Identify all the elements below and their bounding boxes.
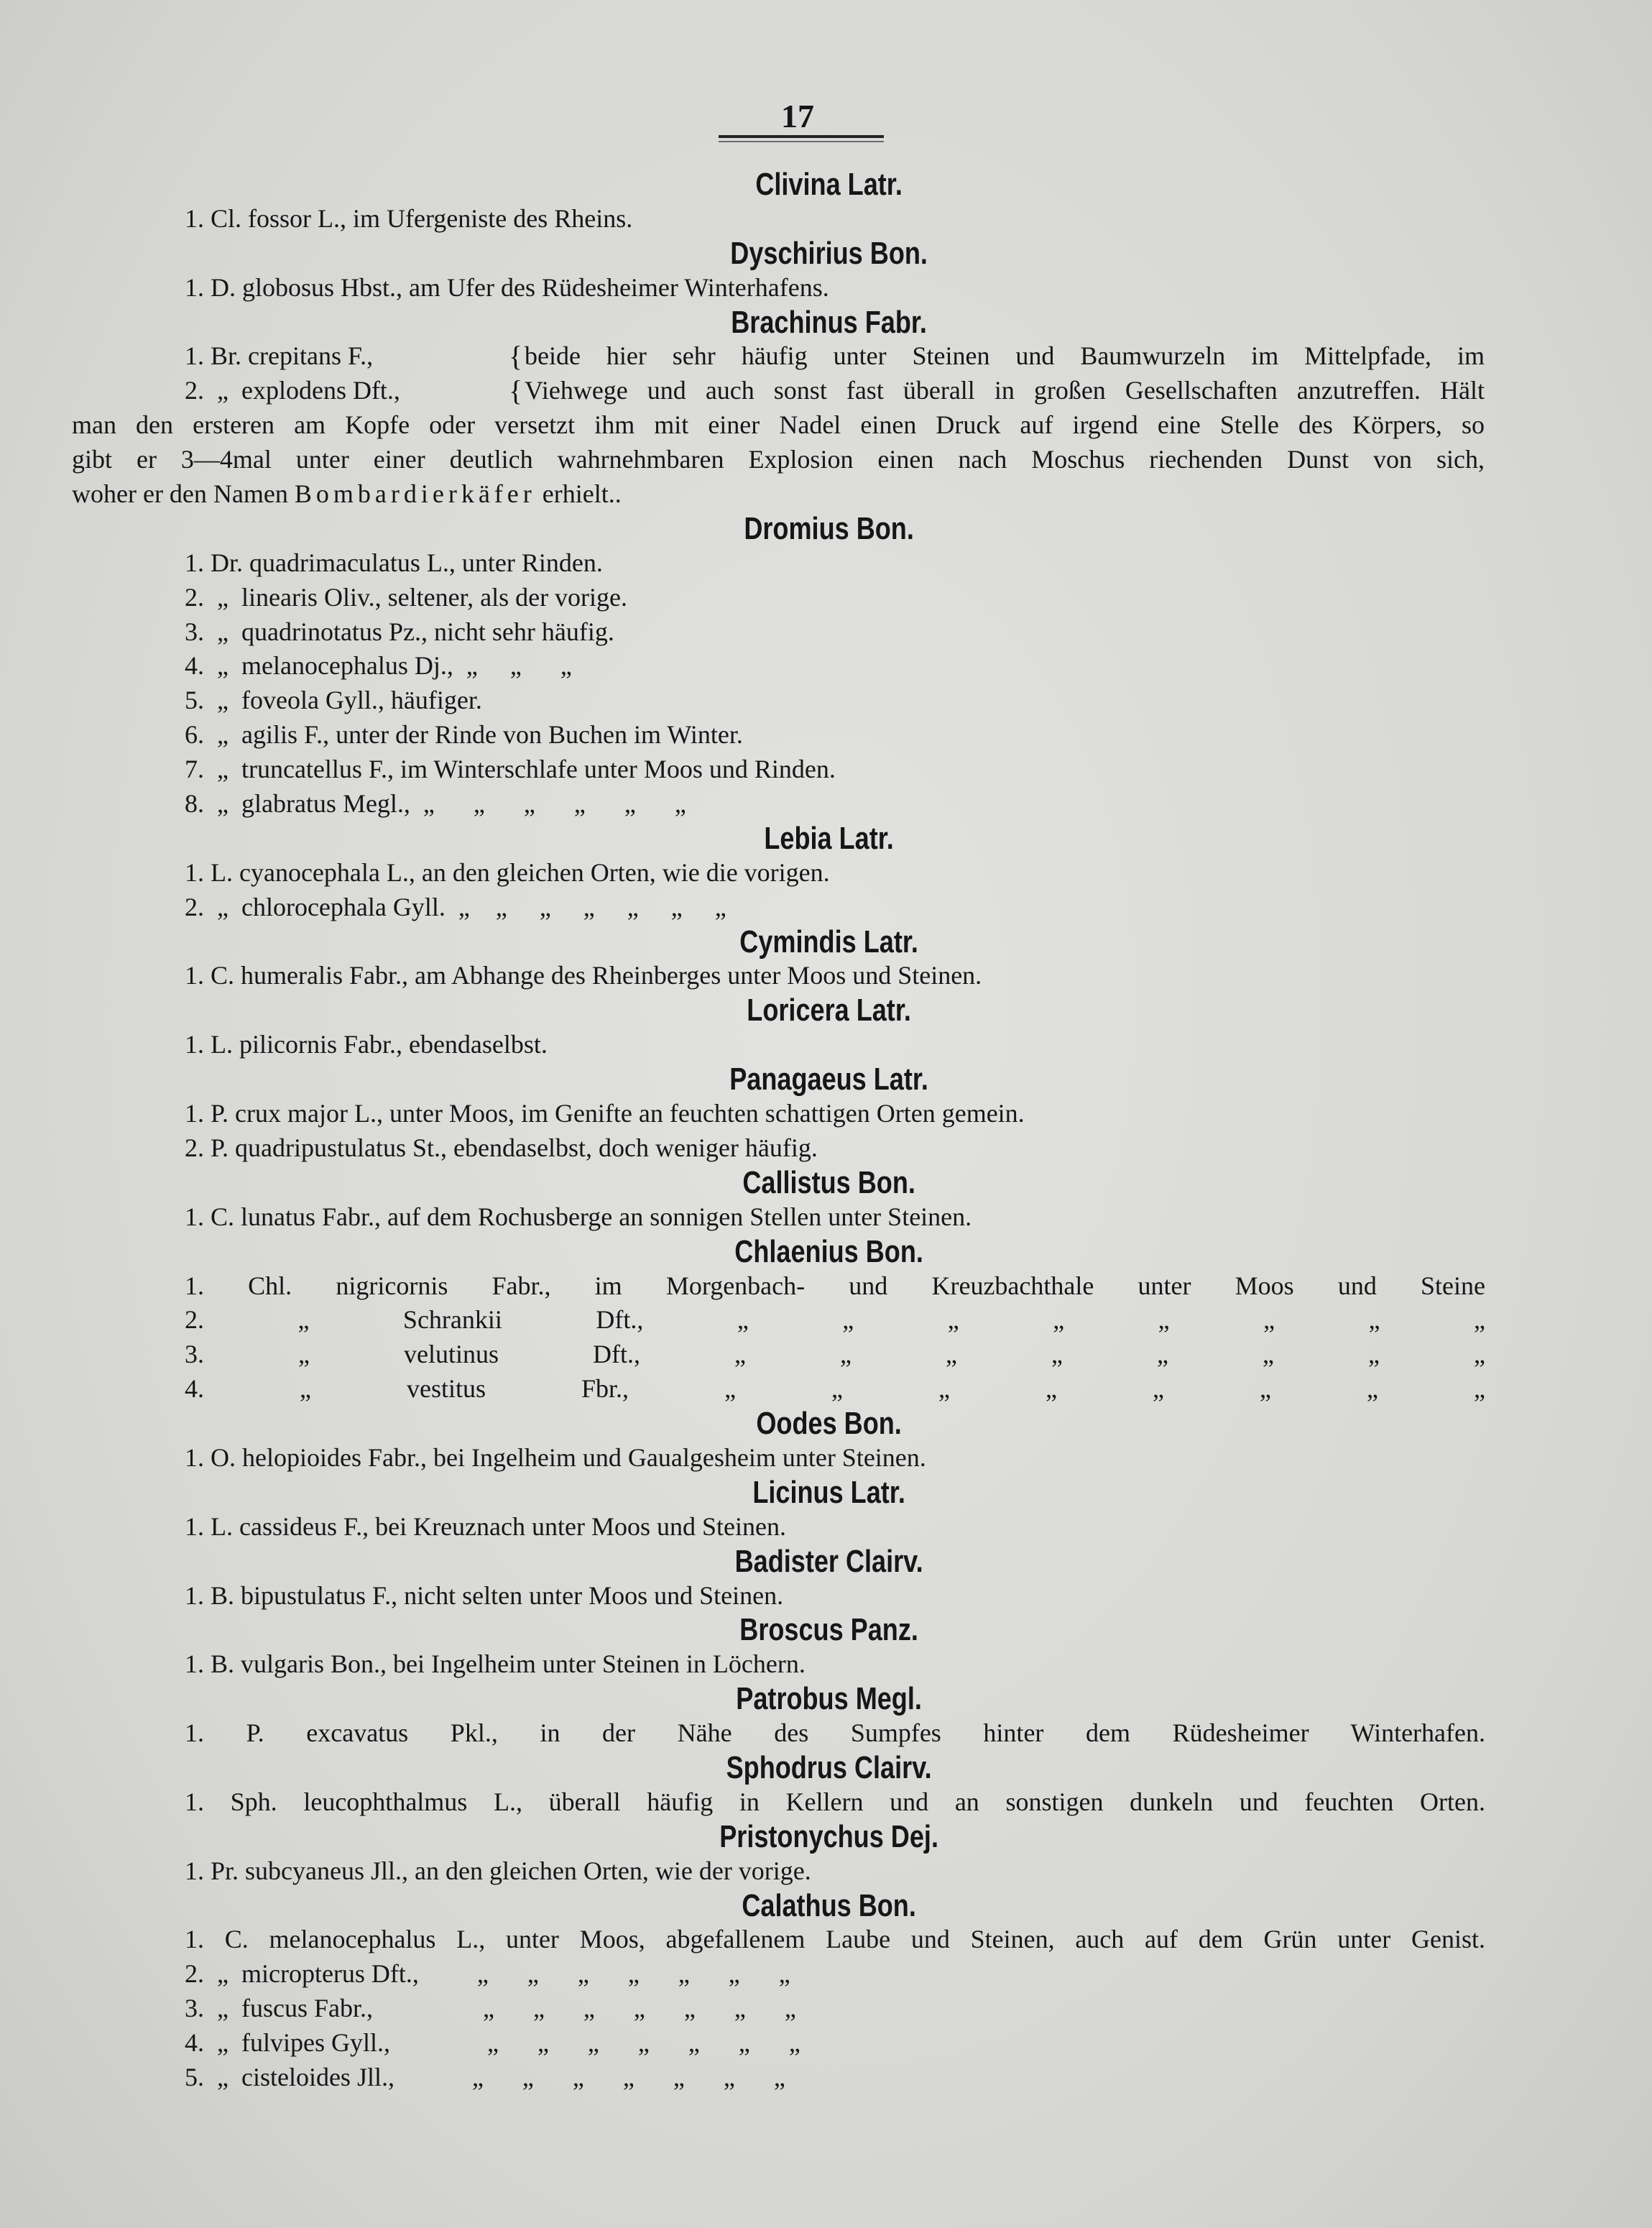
species-text: 4. „ vestitus Fbr., „ „ „ „ „ „ „ „ — [185, 1374, 1485, 1404]
species-entry — [0, 1338, 1652, 1372]
species-text: 1. Chl. nigricornis Fabr., im Morgenbach- und Kreuzbachthale unter Moos und Steine — [185, 1271, 1485, 1300]
paragraph-line — [0, 408, 1652, 443]
species-entry: 1. L. pilicornis Fabr., ebendaselbst. — [185, 1030, 548, 1059]
paragraph-text: woher er den Namen — [72, 479, 295, 509]
paragraph-text-end: erhielt.. — [535, 479, 622, 509]
species-entry: 5. „ foveola Gyll., häufiger. — [185, 686, 482, 715]
species-entry: 8. „ glabratus Megl., „ „ „ „ „ „ — [185, 789, 686, 819]
species-note: { Viehwege und auch sonst fast überall in großen Gesellschaften anzutreffen. Hält — [525, 374, 1485, 408]
genus-heading: Brachinus Fabr. — [731, 304, 927, 340]
genus-heading: Panagaeus Latr. — [729, 1062, 928, 1097]
species-text: 1. P. excavatus Pkl., in der Nähe des Sumpfes hinter dem Rüdesheimer Winterhafen. — [185, 1718, 1485, 1748]
genus-heading: Pristonychus Dej. — [719, 1818, 938, 1854]
species-note: { beide hier sehr häufig unter Steinen und Baumwurzeln im Mittelpfade, im — [525, 339, 1485, 374]
species-entry: 1. Pr. subcyaneus Jll., an den gleichen Orten, wie der vorige. — [185, 1856, 811, 1885]
genus-heading: Loricera Latr. — [747, 993, 911, 1028]
page-number-rule — [719, 135, 884, 138]
species-entry — [0, 1716, 1652, 1751]
species-entry: 3. „ quadrinotatus Pz., nicht sehr häufig. — [185, 617, 614, 646]
species-entry: 1. B. vulgaris Bon., bei Ingelheim unter Steinen in Löchern. — [185, 1649, 806, 1679]
species-entry: 2. „ micropterus Dft., „ „ „ „ „ „ „ — [185, 1959, 790, 1989]
genus-heading: Badister Clairv. — [734, 1543, 923, 1579]
species-entry: 1. B. bipustulatus F., nicht selten unter Moos und Steinen. — [185, 1580, 784, 1610]
genus-heading: Dromius Bon. — [744, 510, 914, 546]
species-entry: 1. P. crux major L., unter Moos, im Genifte an feuchten schattigen Orten gemein. — [185, 1099, 1025, 1128]
species-entry-braced — [0, 374, 1652, 408]
genus-heading: Sphodrus Clairv. — [726, 1749, 932, 1785]
paragraph-text: gibt er 3—4mal unter einer deutlich wahrnehmbaren Explosion einen nach Moschus riechenden Dunst von sich, — [72, 445, 1485, 474]
emphasized-term: Bombardierkäfer — [294, 479, 536, 509]
species-entry — [0, 1372, 1652, 1407]
species-entry: 2. „ linearis Oliv., seltener, als der vorige. — [185, 582, 628, 612]
paragraph-line — [0, 477, 1652, 512]
genus-heading: Lebia Latr. — [764, 820, 894, 856]
species-entry: 2. „ chlorocephala Gyll. „ „ „ „ „ „ „ — [185, 892, 726, 921]
species-entry: 1. L. cassideus F., bei Kreuznach unter Moos und Steinen. — [185, 1511, 786, 1541]
genus-heading: Chlaenius Bon. — [734, 1233, 923, 1269]
species-entry — [0, 1303, 1652, 1338]
species-entry: 1. L. cyanocephala L., an den gleichen Orten, wie die vorigen. — [185, 857, 830, 887]
species-entry: 6. „ agilis F., unter der Rinde von Buchen im Winter. — [185, 720, 743, 750]
species-entry: 1. C. humeralis Fabr., am Abhange des Rheinberges unter Moos und Steinen. — [185, 961, 982, 990]
species-name: 1. Br. crepitans F., — [185, 341, 374, 371]
genus-heading: Dyschirius Bon. — [730, 235, 928, 271]
page-number-rule-thin — [719, 141, 884, 142]
paragraph-line — [0, 443, 1652, 477]
species-entry: 4. „ melanocephalus Dj., „ „ „ — [185, 651, 572, 681]
species-text: 1. Sph. leucophthalmus L., überall häufig in Kellern und an sonstigen dunkeln und feuchten Orten. — [185, 1787, 1485, 1816]
genus-heading: Patrobus Megl. — [736, 1681, 922, 1717]
genus-heading: Licinus Latr. — [752, 1474, 905, 1510]
species-entry: 1. Dr. quadrimaculatus L., unter Rinden. — [185, 548, 603, 577]
paragraph-text: man den ersteren am Kopfe oder versetzt ihm mit einer Nadel einen Druck auf irgend eine Stelle des Körpers, so — [72, 410, 1485, 440]
species-entry: 1. Cl. fossor L., im Ufergeniste des Rheins. — [185, 203, 633, 233]
species-text: 2. „ Schrankii Dft., „ „ „ „ „ „ „ „ — [185, 1305, 1485, 1335]
genus-heading: Cymindis Latr. — [739, 924, 918, 959]
species-entry: 1. C. lunatus Fabr., auf dem Rochusberge an sonnigen Stellen unter Steinen. — [185, 1202, 972, 1231]
species-name: 2. „ explodens Dft., — [185, 376, 400, 405]
species-entry: 3. „ fuscus Fabr., „ „ „ „ „ „ „ — [185, 1994, 796, 2023]
species-entry: 4. „ fulvipes Gyll., „ „ „ „ „ „ „ — [185, 2028, 800, 2058]
genus-heading: Clivina Latr. — [755, 167, 903, 202]
page-number: 17 — [781, 98, 814, 134]
species-entry: 2. P. quadripustulatus St., ebendaselbst, doch weniger häufig. — [185, 1133, 818, 1162]
species-entry: 7. „ truncatellus F., im Winterschlafe unter Moos und Rinden. — [185, 755, 836, 784]
genus-heading: Oodes Bon. — [756, 1406, 902, 1442]
genus-heading: Callistus Bon. — [742, 1164, 915, 1200]
species-text: 3. „ velutinus Dft., „ „ „ „ „ „ „ „ — [185, 1340, 1485, 1369]
genus-heading: Calathus Bon. — [742, 1887, 916, 1923]
species-entry — [0, 1923, 1652, 1957]
species-list — [0, 167, 1652, 2095]
species-entry: 1. O. helopioides Fabr., bei Ingelheim und Gaualgesheim unter Steinen. — [185, 1442, 926, 1472]
species-entry — [0, 1785, 1652, 1820]
species-entry — [0, 1269, 1652, 1304]
species-entry: 1. D. globosus Hbst., am Ufer des Rüdesheimer Winterhafens. — [185, 272, 829, 302]
species-entry-braced — [0, 339, 1652, 374]
species-entry: 5. „ cisteloides Jll., „ „ „ „ „ „ „ — [185, 2062, 785, 2091]
species-text: 1. C. melanocephalus L., unter Moos, abgefallenem Laube und Steinen, auch auf dem Grün unter Genist. — [185, 1925, 1485, 1954]
genus-heading: Broscus Panz. — [739, 1612, 918, 1648]
